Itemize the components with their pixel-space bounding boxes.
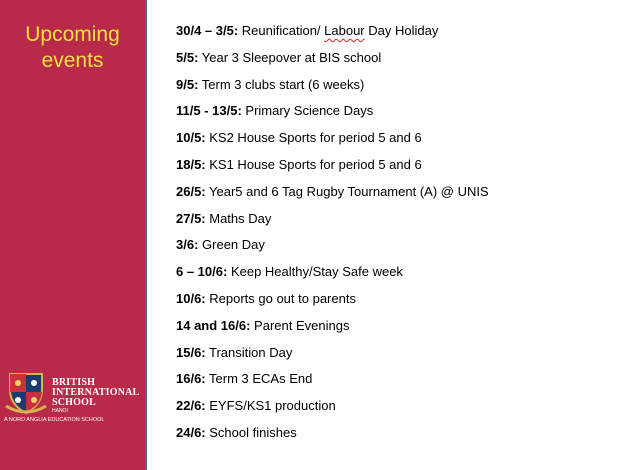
event-date: 30/4 – 3/5:: [176, 23, 239, 38]
event-date: 11/5 - 13/5:: [176, 103, 242, 119]
event-date: 27/5:: [176, 210, 206, 226]
list-item: [176, 157, 489, 184]
list-item: [176, 130, 489, 157]
list-item: [176, 50, 489, 77]
event-date: 10/5:: [176, 130, 206, 146]
event-date: 22/6:: [176, 398, 206, 414]
school-crest-icon: [4, 370, 48, 416]
event-title: Green Day: [198, 237, 265, 253]
title-line-1: Upcoming: [25, 23, 120, 46]
school-logo: [4, 370, 146, 430]
event-title: Primary Science Days: [241, 103, 374, 119]
event-title: Transition Day: [205, 344, 293, 360]
event-date: 3/6:: [176, 237, 199, 253]
event-date: 10/6:: [176, 290, 206, 306]
list-item: [176, 398, 489, 425]
event-title: Parent Evenings: [250, 317, 350, 333]
list-item: [176, 184, 489, 211]
page-title: [0, 22, 145, 74]
event-date: 26/5:: [176, 183, 206, 199]
list-item: [176, 425, 489, 452]
school-city: HANOI: [52, 408, 68, 414]
list-item: [176, 103, 489, 130]
event-title: Keep Healthy/Stay Safe week: [227, 264, 403, 280]
event-date: 5/5:: [176, 49, 199, 65]
event-date: 24/6:: [176, 424, 206, 440]
sidebar-panel: [0, 0, 147, 470]
list-item: [176, 23, 489, 50]
school-name: [52, 378, 139, 408]
list-item: [176, 264, 489, 291]
list-item: [176, 77, 489, 104]
school-name-line-2: INTERNATIONAL: [52, 387, 140, 398]
event-title: School finishes: [205, 424, 297, 440]
event-date: 15/6:: [176, 344, 206, 360]
event-date: 16/6:: [176, 371, 206, 387]
event-title: Term 3 ECAs End: [205, 371, 313, 387]
school-name-line-3: SCHOOL: [52, 397, 96, 408]
event-title: Maths Day: [205, 210, 272, 226]
event-title: Term 3 clubs start (6 weeks): [198, 76, 365, 92]
list-item: [176, 211, 489, 238]
school-name-line-1: BRITISH: [52, 377, 96, 388]
event-date: 18/5:: [176, 156, 206, 172]
list-item: [176, 318, 489, 345]
event-title: Reports go out to parents: [205, 290, 356, 306]
event-title: KS2 House Sports for period 5 and 6: [205, 130, 422, 146]
event-title: Year 3 Sleepover at BIS school: [198, 49, 382, 65]
event-title-part: Day Holiday: [364, 23, 439, 38]
list-item: [176, 345, 489, 372]
list-item: [176, 237, 489, 264]
list-item: [176, 291, 489, 318]
event-date: 6 – 10/6:: [176, 264, 228, 280]
event-title: KS1 House Sports for period 5 and 6: [205, 156, 422, 172]
event-title-part: Reunification/: [238, 23, 325, 38]
event-title: Year5 and 6 Tag Rugby Tournament (A) @ UNIS: [205, 183, 489, 199]
event-title: EYFS/KS1 production: [205, 398, 336, 414]
event-title-spellcheck-word: Labour: [324, 23, 365, 38]
title-line-2: events: [41, 49, 104, 72]
event-date: 14 and 16/6:: [176, 317, 251, 333]
event-date: 9/5:: [176, 76, 199, 92]
events-list: [176, 23, 489, 452]
school-group: A NORD ANGLIA EDUCATION SCHOOL: [4, 417, 105, 423]
list-item: [176, 371, 489, 398]
